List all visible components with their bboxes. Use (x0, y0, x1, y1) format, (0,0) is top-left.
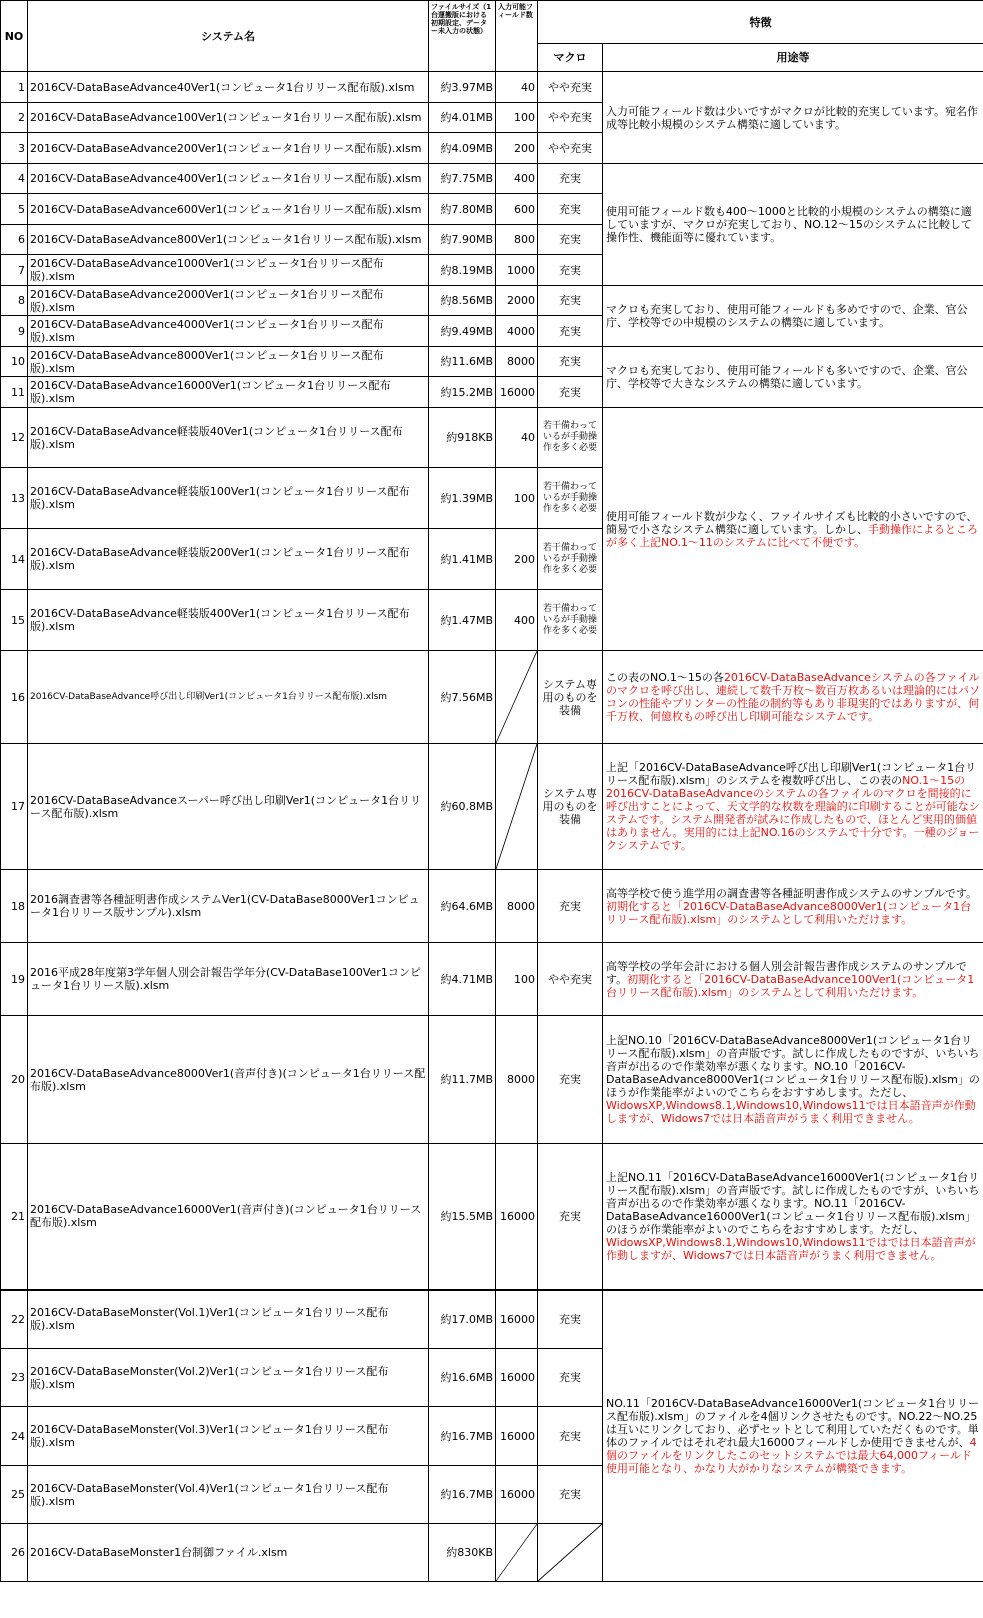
row-size: 約8.56MB (429, 286, 496, 316)
row-name: 2016CV-DataBaseAdvance800Ver1(コンピュータ1台リリース配布版).xlsm (28, 225, 429, 255)
usage-row-16-note: 2016CV-DataBaseAdvanceシステムの各ファイルのマクロを呼び出し、連続して数千万枚〜数百万枚あるいは理論的にはパソコンの性能やプリンターの性能の制約等もあり非現実的ではありますが、何千万枚、何億枚もの呼び出し印刷可能なシステムです。 (606, 671, 980, 723)
row-size: 約16.6MB (429, 1349, 496, 1407)
row-macro: 充実 (538, 377, 603, 408)
row-name: 2016CV-DataBaseAdvance600Ver1(コンピュータ1台リリース配布版).xlsm (28, 194, 429, 225)
row-macro: やや充実 (538, 943, 603, 1016)
row-fields: 40 (496, 72, 538, 103)
row-size: 約16.7MB (429, 1466, 496, 1524)
row-fields: 100 (496, 468, 538, 529)
usage-row-18-text: 高等学校で使う進学用の調査書等各種証明書作成システムのサンプルです。 (606, 886, 978, 900)
row-fields: 1000 (496, 255, 538, 286)
row-no: 11 (1, 377, 28, 408)
usage-row-19 (603, 943, 983, 1016)
row-macro-na (538, 1524, 603, 1582)
row-macro: 充実 (538, 1407, 603, 1466)
row-name: 2016CV-DataBaseMonster(Vol.1)Ver1(コンピュータ1台リリース配布版).xlsm (28, 1290, 429, 1349)
row-fields: 600 (496, 194, 538, 225)
row-fields: 40 (496, 408, 538, 468)
row-macro: 若干備わっているが手動操作を多く必要 (538, 590, 603, 651)
row-name: 2016CV-DataBaseAdvance16000Ver1(音声付き)(コンピュータ1台リリース配布版).xlsm (28, 1144, 429, 1290)
row-macro: 充実 (538, 255, 603, 286)
row-size: 約7.56MB (429, 651, 496, 744)
row-macro: やや充実 (538, 103, 603, 133)
row-fields: 200 (496, 133, 538, 164)
usage-group-3: マクロも充実しており、使用可能フィールドも多めですので、企業、官公庁、学校等での中規模のシステムの構築に適しています。 (603, 286, 983, 347)
row-macro: 充実 (538, 870, 603, 943)
usage-row-20 (603, 1016, 983, 1144)
usage-group-4: マクロも充実しており、使用可能フィールドも多いですので、企業、官公庁、学校等で大きなシステムの構築に適しています。 (603, 347, 983, 408)
header-no: NO (1, 1, 28, 72)
usage-row-20-note: WidowsXP,Windows8.1,Windows10,Windows11では日本語音声が作動しますが、Widows7では日本語音声がうまく利用できません。 (606, 1099, 976, 1125)
row-fields-na (496, 744, 538, 870)
row-no: 13 (1, 468, 28, 529)
usage-group-5-note: 手動操作によるところが多く上記NO.1〜11のシステムに比べて不便です。 (606, 522, 979, 549)
usage-row-17-note: NO.1〜15の2016CV-DataBaseAdvanceのシステムの各ファイルのマクロを間接的に呼び出すことによって、天文学的な枚数を理論的に印刷することが可能なシステムです。システム開発者が試みに作成したもので、ほとんど実用的価値はありません。実用的には上記NO.16のシステムで十分です。一種のジョークシステムです。 (606, 774, 980, 852)
usage-row-21-note: WidowsXP,Windows8.1,Windows10,Windows11ではでは日本語音声が作動しますが、Widows7では日本語音声がうまく利用できません。 (606, 1235, 976, 1262)
row-name: 2016CV-DataBaseAdvance200Ver1(コンピュータ1台リリース配布版).xlsm (28, 133, 429, 164)
row-name: 2016CV-DataBaseMonster1台制御ファイル.xlsm (28, 1524, 429, 1582)
usage-row-16-text: この表のNO.1〜15の各 (606, 671, 724, 684)
usage-row-16 (603, 651, 983, 744)
row-size: 約4.09MB (429, 133, 496, 164)
row-macro: 充実 (538, 286, 603, 316)
row-name: 2016CV-DataBaseAdvance400Ver1(コンピュータ1台リリース配布版).xlsm (28, 164, 429, 194)
row-fields-na (496, 1524, 538, 1582)
row-fields: 100 (496, 103, 538, 133)
row-macro: 充実 (538, 1466, 603, 1524)
row-no: 4 (1, 164, 28, 194)
row-size: 約15.2MB (429, 377, 496, 408)
row-macro: 若干備わっているが手動操作を多く必要 (538, 468, 603, 529)
row-size: 約11.7MB (429, 1016, 496, 1144)
row-size: 約830KB (429, 1524, 496, 1582)
row-fields-na (496, 651, 538, 744)
header-system-name: システム名 (28, 1, 429, 72)
header-macro: マクロ (538, 44, 603, 72)
row-size: 約64.6MB (429, 870, 496, 943)
row-name: 2016調査書等各種証明書作成システムVer1(CV-DataBase8000Ver1コンピュータ1台リリース版サンプル).xlsm (28, 870, 429, 943)
row-size: 約4.01MB (429, 103, 496, 133)
usage-group-5-text: 使用可能フィールド数が少なく、ファイルサイズも比較的小さいですので、簡易で小さなシステム構築に適しています。しかし、 (606, 509, 978, 536)
row-size: 約7.80MB (429, 194, 496, 225)
header-input-fields: 入力可能フィールド数 (496, 1, 538, 72)
row-fields: 2000 (496, 286, 538, 316)
usage-group-6 (603, 1290, 983, 1582)
usage-row-17 (603, 744, 983, 870)
row-no: 18 (1, 870, 28, 943)
row-macro: やや充実 (538, 72, 603, 103)
row-no: 20 (1, 1016, 28, 1144)
row-name: 2016CV-DataBaseAdvance16000Ver1(コンピュータ1台リリース配布版).xlsm (28, 377, 429, 408)
row-no: 1 (1, 72, 28, 103)
usage-row-18-note: 初期化すると「2016CV-DataBaseAdvance8000Ver1(コンピュータ1台リリース配布版).xlsm」のシステムとして利用いただけます。 (606, 899, 972, 926)
row-macro: 充実 (538, 316, 603, 347)
row-size: 約1.41MB (429, 529, 496, 590)
row-macro: 若干備わっているが手動操作を多く必要 (538, 529, 603, 590)
usage-row-18 (603, 870, 983, 943)
row-name: 2016CV-DataBaseAdvanceスーパー呼び出し印刷Ver1(コンピュータ1台リリース配布版).xlsm (28, 744, 429, 870)
row-fields: 16000 (496, 1407, 538, 1466)
row-no: 25 (1, 1466, 28, 1524)
row-size: 約1.39MB (429, 468, 496, 529)
row-name: 2016CV-DataBaseAdvance8000Ver1(音声付き)(コンピュータ1台リリース配布版).xlsm (28, 1016, 429, 1144)
row-size: 約1.47MB (429, 590, 496, 651)
row-size: 約8.19MB (429, 255, 496, 286)
diagonal-slash-icon (496, 1524, 537, 1581)
row-fields: 200 (496, 529, 538, 590)
row-macro: 充実 (538, 1144, 603, 1290)
row-name: 2016CV-DataBaseAdvance8000Ver1(コンピュータ1台リリース配布版).xlsm (28, 347, 429, 377)
row-size: 約4.71MB (429, 943, 496, 1016)
row-no: 3 (1, 133, 28, 164)
row-name: 2016CV-DataBaseMonster(Vol.3)Ver1(コンピュータ1台リリース配布版).xlsm (28, 1407, 429, 1466)
row-no: 9 (1, 316, 28, 347)
row-fields: 16000 (496, 1290, 538, 1349)
header-features: 特徴 (538, 1, 983, 44)
row-no: 22 (1, 1290, 28, 1349)
usage-row-17-text: 上記「2016CV-DataBaseAdvance呼び出し印刷Ver1(コンピュータ1台リリース配布版).xlsm」のシステムを複数呼び出し、この表の (606, 761, 977, 787)
usage-group-2: 使用可能フィールド数も400〜1000と比較的小規模のシステムの構築に適していますが、マクロが充実しており、NO.12〜15のシステムに比較して操作性、機能面等に優れています。 (603, 164, 983, 286)
row-name: 2016CV-DataBaseAdvance軽装版40Ver1(コンピュータ1台リリース配布版).xlsm (28, 408, 429, 468)
row-name: 2016CV-DataBaseAdvance100Ver1(コンピュータ1台リリース配布版).xlsm (28, 103, 429, 133)
row-name: 2016CV-DataBaseAdvance軽装版200Ver1(コンピュータ1台リリース配布版).xlsm (28, 529, 429, 590)
row-no: 26 (1, 1524, 28, 1582)
row-macro: 充実 (538, 1290, 603, 1349)
row-fields: 16000 (496, 377, 538, 408)
row-macro: やや充実 (538, 133, 603, 164)
row-size: 約9.49MB (429, 316, 496, 347)
usage-group-6-note: 4個のファイルをリンクしたこのセットシステムでは最大64,000フィールド使用可能となり、かなり大がかりなシステムが構築できます。 (606, 1435, 977, 1475)
row-fields: 16000 (496, 1349, 538, 1407)
row-name: 2016CV-DataBaseAdvance軽装版100Ver1(コンピュータ1台リリース配布版).xlsm (28, 468, 429, 529)
row-no: 15 (1, 590, 28, 651)
usage-row-21-text: 上記NO.11「2016CV-DataBaseAdvance16000Ver1(コンピュータ1台リリース配布版).xlsm」の音声版です。試しに作成したものですが、いちいち音声が出るので作業効率が悪くなります。NO.11「2016CV-DataBaseAdvance16000Ver1(コンピュータ1台リリース配布版).xlsm」のほうが作業能率がよいのでこちらをおすすめします。ただし、 (606, 1170, 980, 1236)
usage-row-19-note: 初期化すると「2016CV-DataBaseAdvance100Ver1(コンピュータ1台リリース配布版).xlsm」のシステムとして利用いただけます。 (606, 972, 975, 999)
row-no: 8 (1, 286, 28, 316)
usage-row-20-text: 上記NO.10「2016CV-DataBaseAdvance8000Ver1(コンピュータ1台リリース配布版).xlsm」の音声版です。試しに作成したものですが、いちいち音声が出るので作業効率が悪くなります。NO.10「2016CV-DataBaseAdvance8000Ver1(コンピュータ1台リリース配布版).xlsm」のほうが作業能率がよいのでこちらをおすすめします。ただし、 (606, 1034, 980, 1099)
usage-row-19-text: 高等学校の学年会計における個人別会計報告書作成システムのサンプルです。 (606, 959, 967, 986)
row-fields: 8000 (496, 1016, 538, 1144)
row-fields: 16000 (496, 1144, 538, 1290)
row-no: 5 (1, 194, 28, 225)
row-name: 2016CV-DataBaseMonster(Vol.4)Ver1(コンピュータ1台リリース配布版).xlsm (28, 1466, 429, 1524)
row-name: 2016CV-DataBaseAdvance軽装版400Ver1(コンピュータ1台リリース配布版).xlsm (28, 590, 429, 651)
row-fields: 8000 (496, 870, 538, 943)
diagonal-slash-icon (538, 1524, 602, 1581)
row-no: 7 (1, 255, 28, 286)
row-no: 21 (1, 1144, 28, 1290)
row-macro: 充実 (538, 1349, 603, 1407)
row-name: 2016CV-DataBaseAdvance呼び出し印刷Ver1(コンピュータ1台リリース配布版).xlsm (28, 651, 429, 744)
row-size: 約7.90MB (429, 225, 496, 255)
diagonal-slash-icon (496, 651, 537, 743)
row-size: 約3.97MB (429, 72, 496, 103)
row-name: 2016CV-DataBaseAdvance2000Ver1(コンピュータ1台リリース配布版).xlsm (28, 286, 429, 316)
diagonal-slash-icon (496, 744, 537, 869)
row-no: 12 (1, 408, 28, 468)
row-name: 2016CV-DataBaseAdvance4000Ver1(コンピュータ1台リリース配布版).xlsm (28, 316, 429, 347)
header-usage: 用途等 (603, 44, 983, 72)
row-no: 6 (1, 225, 28, 255)
row-macro: 充実 (538, 347, 603, 377)
row-macro: 充実 (538, 225, 603, 255)
row-size: 約60.8MB (429, 744, 496, 870)
row-name: 2016平成28年度第3学年個人別会計報告学年分(CV-DataBase100Ver1コンピュータ1台リリース版).xlsm (28, 943, 429, 1016)
row-size: 約7.75MB (429, 164, 496, 194)
row-size: 約16.7MB (429, 1407, 496, 1466)
row-name: 2016CV-DataBaseMonster(Vol.2)Ver1(コンピュータ1台リリース配布版).xlsm (28, 1349, 429, 1407)
usage-group-6-text: NO.11「2016CV-DataBaseAdvance16000Ver1(コンピュータ1台リリース配布版).xlsm」のファイルを4個リンクさせたものです。NO.22〜NO.25は互いにリンクしており、必ずセットとして利用していただくものです。単体のファイルではそれぞれ最大16000フィールドしか使用できませんが、 (606, 1396, 980, 1449)
row-macro: 若干備わっているが手動操作を多く必要 (538, 408, 603, 468)
row-no: 24 (1, 1407, 28, 1466)
row-no: 16 (1, 651, 28, 744)
row-no: 2 (1, 103, 28, 133)
row-fields: 800 (496, 225, 538, 255)
row-size: 約17.0MB (429, 1290, 496, 1349)
row-fields: 400 (496, 590, 538, 651)
row-no: 17 (1, 744, 28, 870)
row-no: 10 (1, 347, 28, 377)
row-size: 約918KB (429, 408, 496, 468)
row-fields: 16000 (496, 1466, 538, 1524)
row-no: 19 (1, 943, 28, 1016)
row-macro: 充実 (538, 194, 603, 225)
row-fields: 400 (496, 164, 538, 194)
row-size: 約15.5MB (429, 1144, 496, 1290)
row-size: 約11.6MB (429, 347, 496, 377)
row-macro: 充実 (538, 164, 603, 194)
usage-row-21 (603, 1144, 983, 1290)
row-no: 14 (1, 529, 28, 590)
usage-group-1: 入力可能フィールド数は少いですがマクロが比較的充実しています。宛名作成等比較小規模のシステム構築に適しています。 (603, 72, 983, 164)
row-name: 2016CV-DataBaseAdvance40Ver1(コンピュータ1台リリース配布版).xlsm (28, 72, 429, 103)
row-no: 23 (1, 1349, 28, 1407)
row-macro: 充実 (538, 1016, 603, 1144)
row-macro: システム専用のものを装備 (538, 651, 603, 744)
header-file-size: ファイルサイズ（1台運搬版における初期設定、データー未入力の状態） (429, 1, 496, 72)
row-fields: 4000 (496, 316, 538, 347)
row-macro: システム専用のものを装備 (538, 744, 603, 870)
row-fields: 100 (496, 943, 538, 1016)
row-name: 2016CV-DataBaseAdvance1000Ver1(コンピュータ1台リリース配布版).xlsm (28, 255, 429, 286)
row-fields: 8000 (496, 347, 538, 377)
usage-group-5 (603, 408, 983, 651)
